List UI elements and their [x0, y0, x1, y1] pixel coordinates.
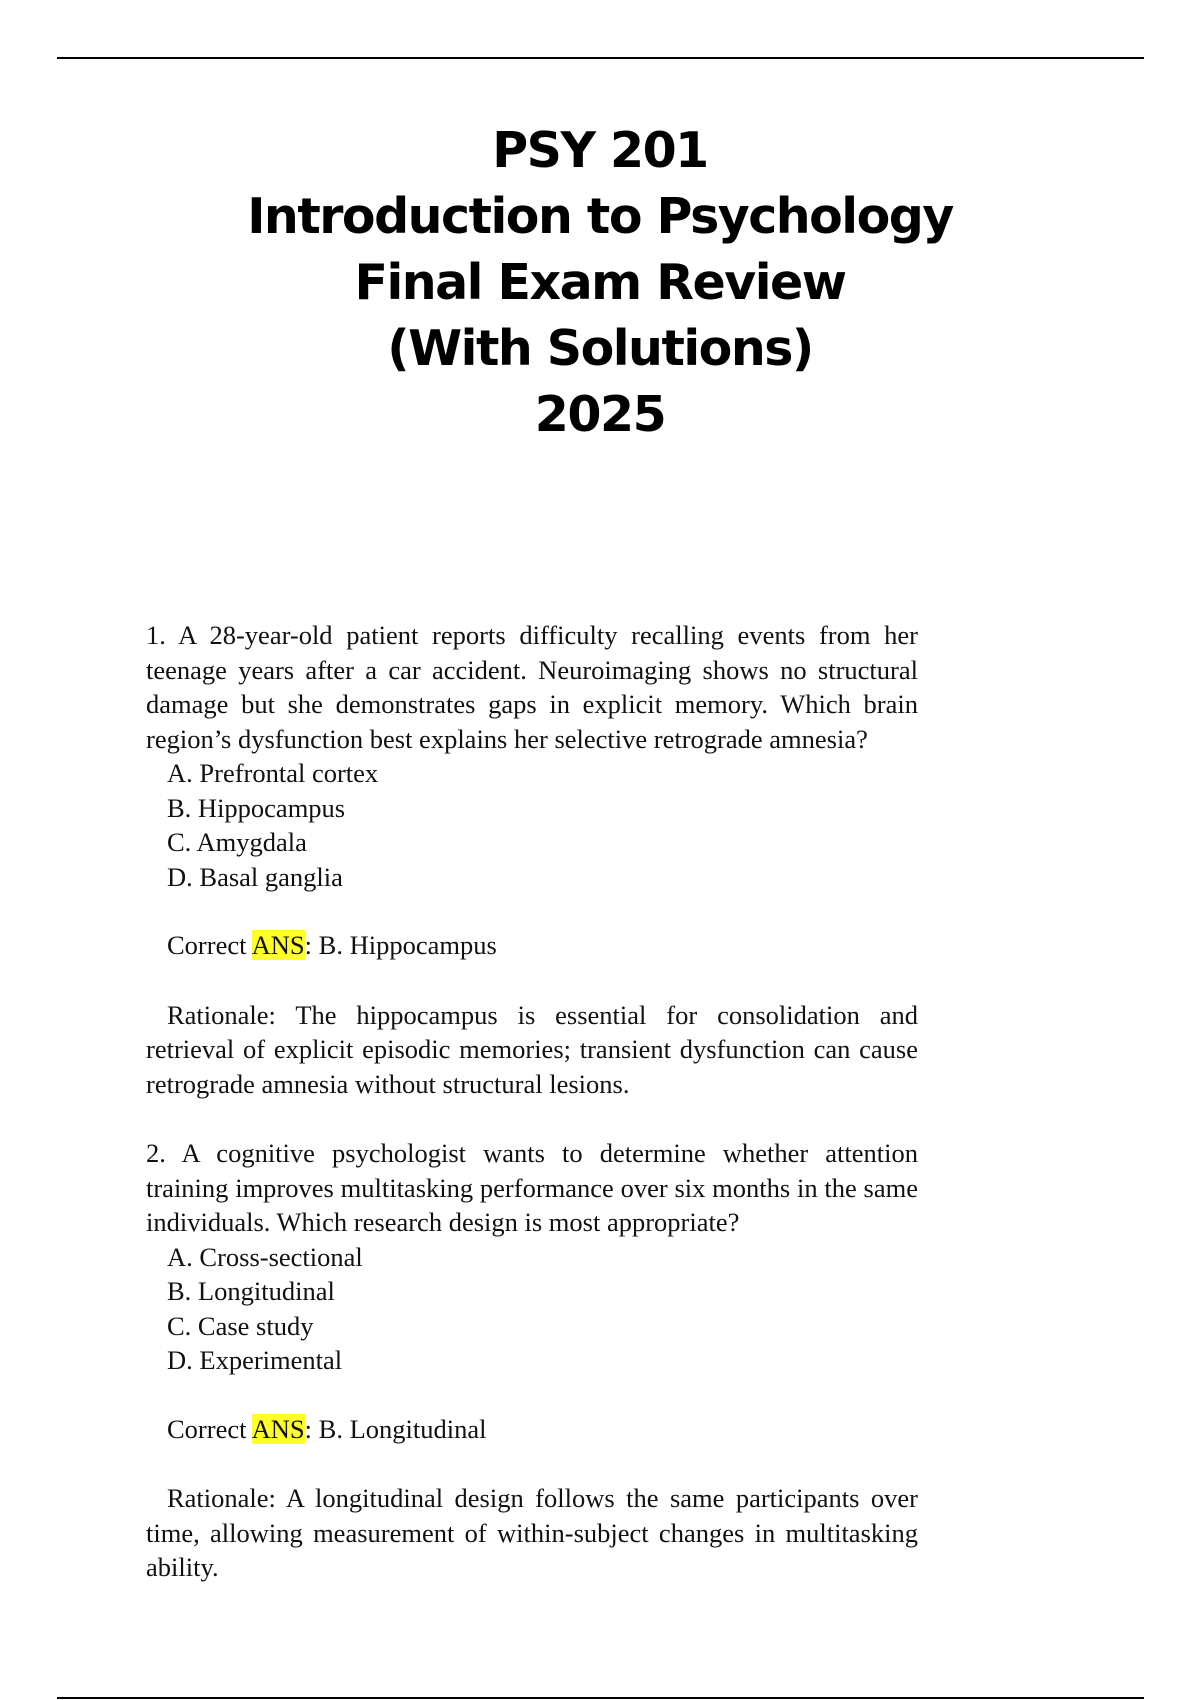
- title-line-course-name: Introduction to Psychology: [247, 188, 953, 245]
- option-c: C. Case study: [167, 1310, 314, 1341]
- title-line-course-code: PSY 201: [492, 122, 708, 179]
- answer-highlight: ANS: [251, 1413, 305, 1444]
- question-list: [146, 618, 918, 1620]
- answer-value: B. Longitudinal: [318, 1413, 487, 1444]
- rationale-label: Rationale:: [167, 999, 296, 1030]
- option-a: A. Cross-sectional: [167, 1241, 363, 1272]
- answer-colon: :: [304, 930, 319, 960]
- option-d: D. Basal ganglia: [167, 861, 343, 892]
- rationale: [146, 1481, 918, 1585]
- rationale-text: The hippocampus is essential for consolidation and retrieval of explicit episodic memories; transient dysfunction can cause retrograde amnesia without structural lesions.: [146, 999, 919, 1099]
- correct-answer: [167, 1412, 918, 1447]
- rationale: [146, 998, 918, 1102]
- rationale-text: A longitudinal design follows the same participants over time, allowing measurement of within-subject changes in multitasking ability.: [146, 1483, 918, 1582]
- answer-colon: :: [304, 1413, 319, 1444]
- question-1: [146, 618, 918, 1101]
- title-line-exam: Final Exam Review: [354, 254, 846, 311]
- answer-highlight: ANS: [251, 930, 305, 960]
- question-stem: 2. A cognitive psychologist wants to determine whether attention training improves multitasking performance over six months in the same individuals. Which research design is most appropriate?: [146, 1138, 918, 1237]
- option-b: B. Longitudinal: [167, 1276, 335, 1306]
- answer-prefix: Correct: [167, 930, 252, 960]
- bottom-rule: [57, 1697, 1144, 1699]
- rationale-label: Rationale:: [167, 1483, 286, 1513]
- document-title: [0, 118, 1200, 448]
- title-line-solutions: (With Solutions): [387, 320, 813, 377]
- option-list: [167, 1240, 918, 1378]
- top-rule: [57, 57, 1144, 59]
- answer-prefix: Correct: [167, 1413, 252, 1444]
- option-b: B. Hippocampus: [167, 792, 346, 823]
- correct-answer: [167, 928, 918, 963]
- option-a: A. Prefrontal cortex: [167, 758, 379, 788]
- question-stem: 1. A 28-year-old patient reports difficulty recalling events from her teenage years after a car accident. Neuroimaging shows no structural damage but she demonstrates gaps in explicit memory. Which brain region’s dysfunction best explains her selective retrograde amnesia?: [146, 620, 918, 754]
- option-c: C. Amygdala: [167, 827, 307, 857]
- option-list: [167, 756, 918, 894]
- answer-value: B. Hippocampus: [318, 930, 497, 960]
- option-d: D. Experimental: [167, 1345, 343, 1375]
- title-line-year: 2025: [534, 386, 666, 443]
- question-2: [146, 1136, 918, 1585]
